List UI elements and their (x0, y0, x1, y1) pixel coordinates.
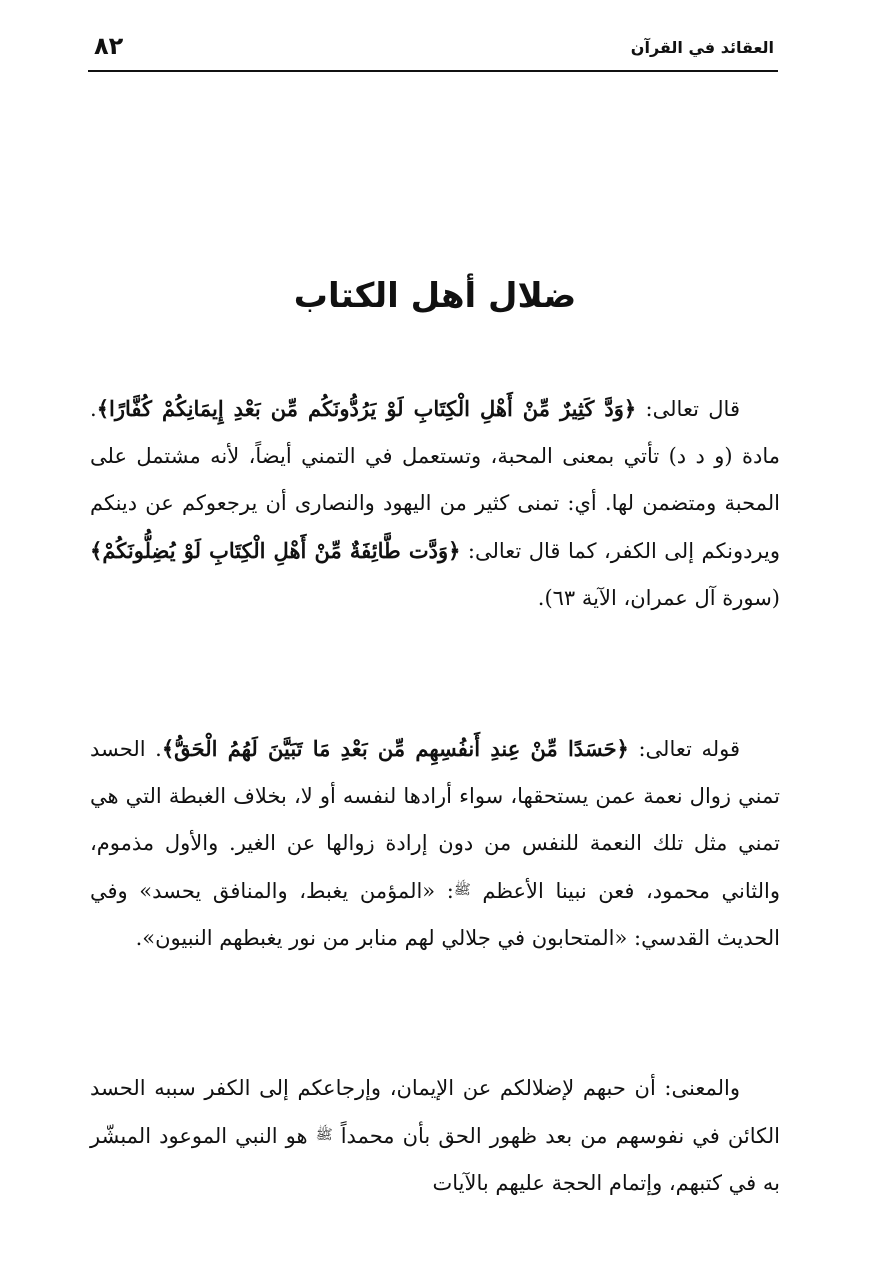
paragraph-text: والمعنى: أن حبهم لإضلالكم عن الإيمان، وإرجاعكم إلى الكفر سببه الحسد الكائن في نفوسهم من بعد ظهور الحق بأن محمداً (90, 1076, 780, 1148)
verse-open-bracket: ﴿ (616, 736, 629, 761)
paragraph-text: هو النبي الموعود المبشّر به في كتبهم، وإتمام الحجة عليهم بالآيات (90, 1124, 780, 1195)
paragraph-text: . الحسد تمني زوال نعمة عمن يستحقها، سواء أرادها لنفسه أو لا، بخلاف الغبطة التي هي تمني مثل تلك النعمة للنفس من دون إرادة زوالها عن الغير. والأول مذموم، والثاني محمود، فعن نبينا الأعظم (90, 737, 780, 903)
verse-citation: (سورة آل عمران، الآية ٦٣). (537, 586, 780, 610)
paragraph-verse-commentary-2 (90, 725, 780, 962)
paragraph-lead: قال تعالى: (636, 397, 740, 421)
verse-open-bracket: ﴿ (448, 538, 461, 563)
running-header (88, 30, 778, 72)
verse-close-bracket: ﴾ (161, 736, 175, 761)
verse-close-bracket: ﴾ (96, 396, 109, 421)
paragraph-lead: قوله تعالى: (628, 737, 740, 761)
verse-close-bracket: ﴾ (90, 538, 103, 563)
paragraph-verse-commentary-1 (90, 385, 780, 622)
quran-verse: وَدَّت طَّائِفَةٌ مِّنْ أَهْلِ الْكِتَابِ لَوْ يُضِلُّونَكُمْ (102, 538, 449, 563)
paragraph-text: : «المؤمن يغبط، والمنافق يحسد» وفي الحديث القدسي: «المتحابون في جلالي لهم منابر من نور يغبطهم النبيون». (90, 879, 780, 950)
paragraph-meaning (90, 1065, 780, 1207)
chapter-title: ضلال أهل الكتاب (293, 276, 577, 316)
quran-verse: حَسَدًا مِّنْ عِندِ أَنفُسِهِم مِّن بَعْدِ مَا تَبَيَّنَ لَهُمُ الْحَقُّ (174, 736, 617, 761)
paragraph-text: . مادة (و د د) تأتي بمعنى المحبة، وتستعمل في التمني أيضاً، لأنه مشتمل على المحبة ومتضمن لها. أي: تمنى كثير من اليهود والنصارى أن يرجعوكم عن دينكم ويردونكم إلى الكفر، كما قال تعالى: (90, 397, 781, 563)
verse-open-bracket: ﴿ (623, 396, 637, 421)
quran-verse: وَدَّ كَثِيرٌ مِّنْ أَهْلِ الْكِتَابِ لَوْ يَرُدُّونَكُم مِّن بَعْدِ إِيمَانِكُمْ كُفَّارًا (109, 396, 624, 421)
book-title: العقائد في القرآن (630, 38, 774, 57)
honorific-symbol: ﷺ (315, 1127, 333, 1143)
page-number: ٨٢ (94, 32, 124, 60)
honorific-symbol: ﷺ (453, 882, 471, 898)
